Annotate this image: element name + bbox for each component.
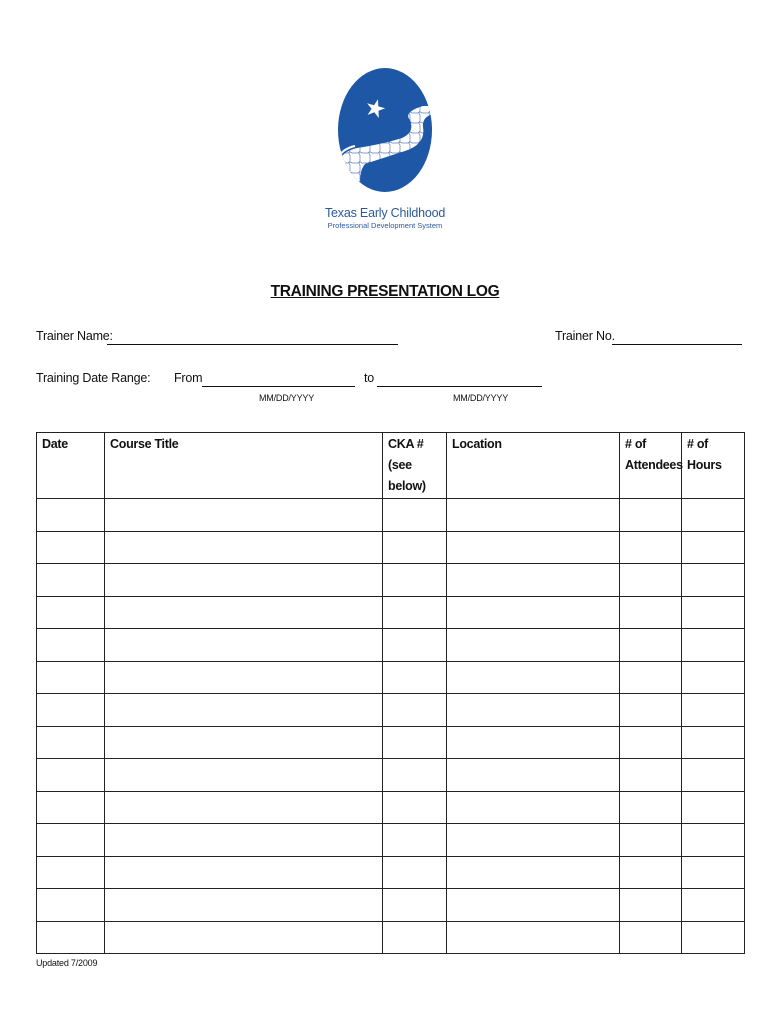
location-cell[interactable] <box>447 824 620 857</box>
table-row <box>37 694 745 727</box>
location-cell[interactable] <box>447 889 620 922</box>
course-title-cell[interactable] <box>105 824 383 857</box>
table-row <box>37 921 745 954</box>
date-cell[interactable] <box>37 921 105 954</box>
cka-cell[interactable] <box>383 499 447 532</box>
column-header-course-title: Course Title <box>105 433 383 499</box>
location-cell[interactable] <box>447 856 620 889</box>
cka-cell[interactable] <box>383 824 447 857</box>
date-cell[interactable] <box>37 629 105 662</box>
cka-cell[interactable] <box>383 759 447 792</box>
texas-star-road-logo-icon <box>325 68 445 196</box>
attendees-cell[interactable] <box>620 726 682 759</box>
course-title-cell[interactable] <box>105 564 383 597</box>
to-label: to <box>364 371 375 385</box>
updated-date-note: Updated 7/2009 <box>36 958 98 968</box>
course-title-cell[interactable] <box>105 596 383 629</box>
course-title-cell[interactable] <box>105 889 383 922</box>
attendees-cell[interactable] <box>620 889 682 922</box>
course-title-cell[interactable] <box>105 694 383 727</box>
date-cell[interactable] <box>37 726 105 759</box>
logo <box>325 68 445 238</box>
date-cell[interactable] <box>37 791 105 824</box>
attendees-cell[interactable] <box>620 629 682 662</box>
location-cell[interactable] <box>447 596 620 629</box>
column-header-attendees: # of Attendees <box>620 433 682 499</box>
location-cell[interactable] <box>447 499 620 532</box>
location-cell[interactable] <box>447 791 620 824</box>
table-row <box>37 499 745 532</box>
course-title-cell[interactable] <box>105 629 383 662</box>
table-row <box>37 824 745 857</box>
to-date-field[interactable] <box>377 386 542 387</box>
table-row <box>37 791 745 824</box>
course-title-cell[interactable] <box>105 726 383 759</box>
hours-cell[interactable] <box>682 921 745 954</box>
hours-cell[interactable] <box>682 726 745 759</box>
table-row <box>37 856 745 889</box>
hours-cell[interactable] <box>682 596 745 629</box>
attendees-cell[interactable] <box>620 921 682 954</box>
column-header-cka: CKA # (see below) <box>383 433 447 499</box>
from-label: From <box>174 371 203 385</box>
cka-cell[interactable] <box>383 694 447 727</box>
cka-cell[interactable] <box>383 661 447 694</box>
table-row <box>37 726 745 759</box>
table-row <box>37 596 745 629</box>
hours-cell[interactable] <box>682 694 745 727</box>
logo-text-line1: Texas Early Childhood <box>325 206 446 220</box>
table-row <box>37 661 745 694</box>
date-cell[interactable] <box>37 856 105 889</box>
table-row <box>37 629 745 662</box>
course-title-cell[interactable] <box>105 921 383 954</box>
hours-cell[interactable] <box>682 791 745 824</box>
hours-cell[interactable] <box>682 629 745 662</box>
training-log-table <box>36 432 745 954</box>
cka-cell[interactable] <box>383 889 447 922</box>
trainer-no-field[interactable] <box>612 344 742 345</box>
attendees-cell[interactable] <box>620 694 682 727</box>
hours-cell[interactable] <box>682 531 745 564</box>
cka-cell[interactable] <box>383 726 447 759</box>
location-cell[interactable] <box>447 694 620 727</box>
cka-cell[interactable] <box>383 856 447 889</box>
course-title-cell[interactable] <box>105 531 383 564</box>
cka-cell[interactable] <box>383 596 447 629</box>
column-header-date: Date <box>37 433 105 499</box>
location-cell[interactable] <box>447 759 620 792</box>
date-cell[interactable] <box>37 661 105 694</box>
from-date-hint: MM/DD/YYYY <box>259 393 315 403</box>
from-date-field[interactable] <box>202 386 355 387</box>
location-cell[interactable] <box>447 629 620 662</box>
date-cell[interactable] <box>37 759 105 792</box>
table-row <box>37 759 745 792</box>
location-cell[interactable] <box>447 921 620 954</box>
date-range-label: Training Date Range: <box>36 371 151 385</box>
trainer-name-label: Trainer Name: <box>36 329 113 343</box>
date-cell[interactable] <box>37 596 105 629</box>
cka-cell[interactable] <box>383 921 447 954</box>
hours-cell[interactable] <box>682 856 745 889</box>
attendees-cell[interactable] <box>620 824 682 857</box>
hours-cell[interactable] <box>682 889 745 922</box>
column-header-location: Location <box>447 433 620 499</box>
cka-cell[interactable] <box>383 564 447 597</box>
page-title: TRAINING PRESENTATION LOG <box>270 283 500 300</box>
course-title-cell[interactable] <box>105 791 383 824</box>
table-row <box>37 889 745 922</box>
hours-cell[interactable] <box>682 661 745 694</box>
attendees-cell[interactable] <box>620 596 682 629</box>
hours-cell[interactable] <box>682 824 745 857</box>
date-cell[interactable] <box>37 889 105 922</box>
course-title-cell[interactable] <box>105 856 383 889</box>
to-date-hint: MM/DD/YYYY <box>453 393 509 403</box>
hours-cell[interactable] <box>682 499 745 532</box>
table-header-row <box>37 433 745 499</box>
hours-cell[interactable] <box>682 759 745 792</box>
attendees-cell[interactable] <box>620 499 682 532</box>
location-cell[interactable] <box>447 661 620 694</box>
location-cell[interactable] <box>447 531 620 564</box>
date-cell[interactable] <box>37 499 105 532</box>
cka-cell[interactable] <box>383 791 447 824</box>
cka-cell[interactable] <box>383 531 447 564</box>
trainer-name-field[interactable] <box>107 344 398 345</box>
date-cell[interactable] <box>37 531 105 564</box>
attendees-cell[interactable] <box>620 791 682 824</box>
date-cell[interactable] <box>37 564 105 597</box>
cka-cell[interactable] <box>383 629 447 662</box>
trainer-no-label: Trainer No. <box>555 329 615 343</box>
course-title-cell[interactable] <box>105 661 383 694</box>
table-row <box>37 531 745 564</box>
course-title-cell[interactable] <box>105 499 383 532</box>
attendees-cell[interactable] <box>620 661 682 694</box>
hours-cell[interactable] <box>682 564 745 597</box>
course-title-cell[interactable] <box>105 759 383 792</box>
location-cell[interactable] <box>447 564 620 597</box>
attendees-cell[interactable] <box>620 759 682 792</box>
attendees-cell[interactable] <box>620 564 682 597</box>
date-cell[interactable] <box>37 824 105 857</box>
attendees-cell[interactable] <box>620 531 682 564</box>
logo-text-line2: Professional Development System <box>327 221 443 230</box>
column-header-hours: # of Hours <box>682 433 745 499</box>
table-row <box>37 564 745 597</box>
location-cell[interactable] <box>447 726 620 759</box>
date-cell[interactable] <box>37 694 105 727</box>
attendees-cell[interactable] <box>620 856 682 889</box>
